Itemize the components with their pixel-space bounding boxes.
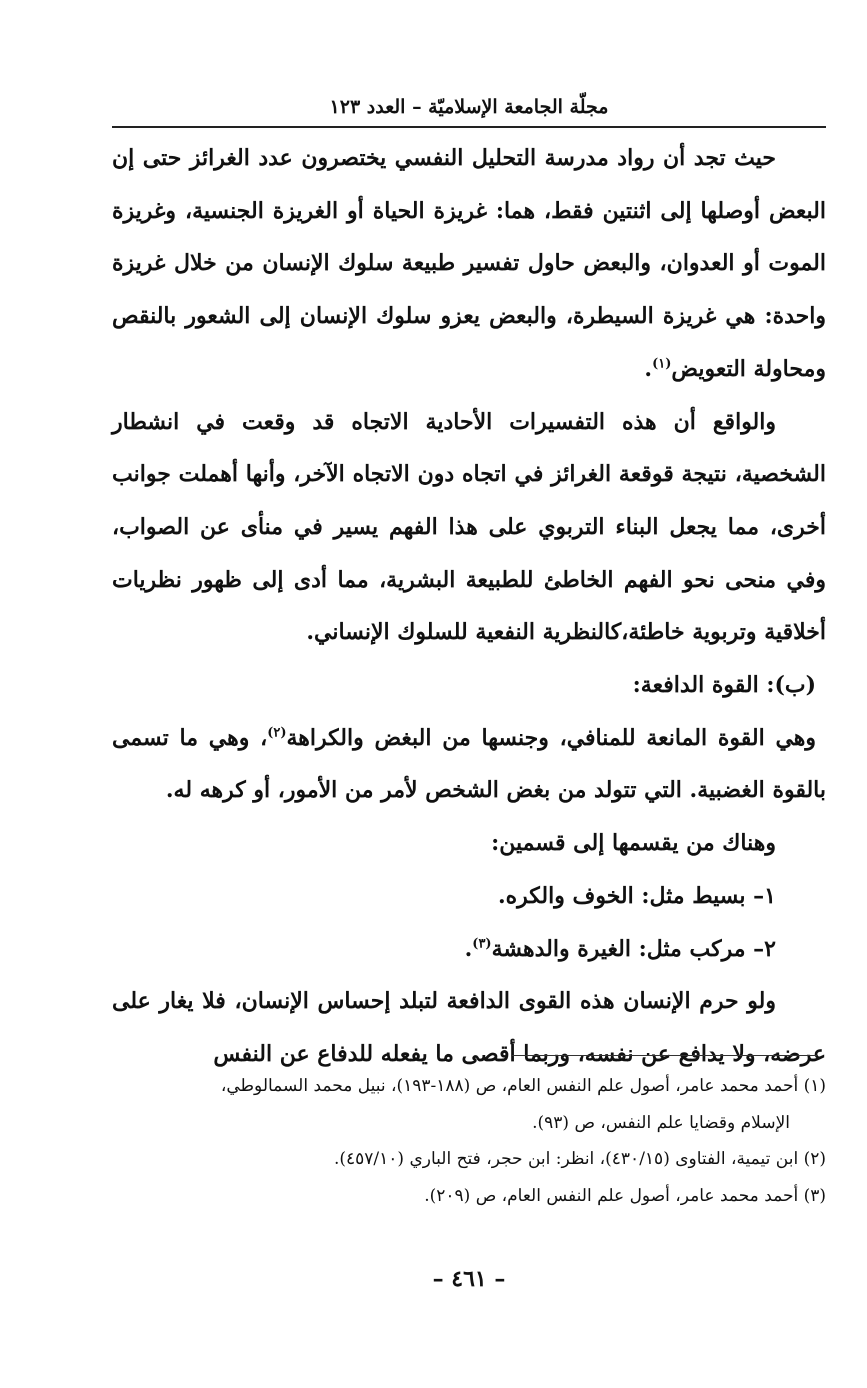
list-item-1: ١– بسيط مثل: الخوف والكره. — [497, 882, 776, 909]
footnote-ref-3[interactable]: (٣) — [472, 936, 492, 952]
footnote-3: (٣) أحمد محمد عامر، أصول علم النفس العام، ص (٢٠٩). — [424, 1185, 826, 1206]
paragraph-4: وهناك من يقسمها إلى قسمين: — [491, 830, 776, 857]
footnote-separator — [512, 1055, 818, 1056]
paragraph-1-end: . — [644, 355, 653, 382]
paragraph-3-text-a: وهي القوة المانعة للمنافي، وجنسها من البغض والكراهة — [286, 724, 817, 751]
footnote-ref-1[interactable]: (١) — [652, 356, 672, 372]
footnotes — [112, 1068, 826, 1214]
list-item-2-text: ٢– مركب مثل: الغيرة والدهشة — [491, 935, 776, 962]
page-number: – ٤٦١ – — [432, 1266, 506, 1292]
footnote-2: (٢) ابن تيمية، الفتاوى (٤٣٠/١٥)، انظر: ابن حجر، فتح الباري (٤٥٧/١٠). — [333, 1149, 826, 1169]
paragraph-5: ولو حرم الإنسان هذه القوى الدافعة لتبلد إحساس الإنسان، فلا يغار على عرضه، ولا يدافع عن نفسه، وربما أقصى ما يفعله للدفاع عن النفس — [112, 988, 826, 1067]
footnote-ref-2[interactable]: (٢) — [267, 725, 287, 741]
paragraph-1-text: حيث تجد أن رواد مدرسة التحليل النفسي يختصرون عدد الغرائز حتى إن البعض أوصلها إلى اثنتين فقط، هما: غريزة الحياة أو الغريزة الجنسية، وغريزة الموت أو العدوان، والبعض حاول تفسير طبيعة سلوك الإنسان من خلال غريزة واحدة: هي غريزة السيطرة، والبعض يعزو سلوك الإنسان إلى الشعور بالنقص ومحاولة التعويض — [112, 145, 826, 382]
footnote-1: (١) أحمد محمد عامر، أصول علم النفس العام، ص (١٨٨-١٩٣)، نبيل محمد السمالوطي، — [220, 1076, 826, 1096]
paragraph-3 — [112, 712, 826, 817]
running-header: مجلّة الجامعة الإسلاميّة – العدد ١٢٣ — [329, 96, 609, 118]
header-rule — [112, 126, 826, 128]
paragraph-3-text-b: ، وهي ما تسمى بالقوة الغضبية. التي تتولد من بغض الشخص لأمر من الأمور، أو كرهه له. — [112, 724, 826, 804]
paragraph-1 — [112, 132, 826, 396]
body-text — [112, 132, 826, 1081]
list-item-2 — [112, 923, 826, 976]
section-b-heading: (ب): القوة الدافعة: — [632, 672, 816, 699]
paragraph-2: والواقع أن هذه التفسيرات الأحادية الاتجاه قد وقعت في انشطار الشخصية، نتيجة قوقعة الغرائز في اتجاه دون الاتجاه الآخر، وأنها أهملت جوانب أخرى، مما يجعل البناء التربوي على هذا الفهم يسير في منأى عن الصواب، وفي منحى نحو الفهم الخاطئ للطبيعة البشرية، مما أدى إلى ظهور نظريات أخلاقية وتربوية خاطئة،كالنظرية النفعية للسلوك الإنساني. — [112, 408, 826, 646]
footnote-1-continuation: الإسلام وقضايا علم النفس، ص (٩٣). — [532, 1112, 790, 1133]
list-item-2-end: . — [464, 935, 473, 962]
